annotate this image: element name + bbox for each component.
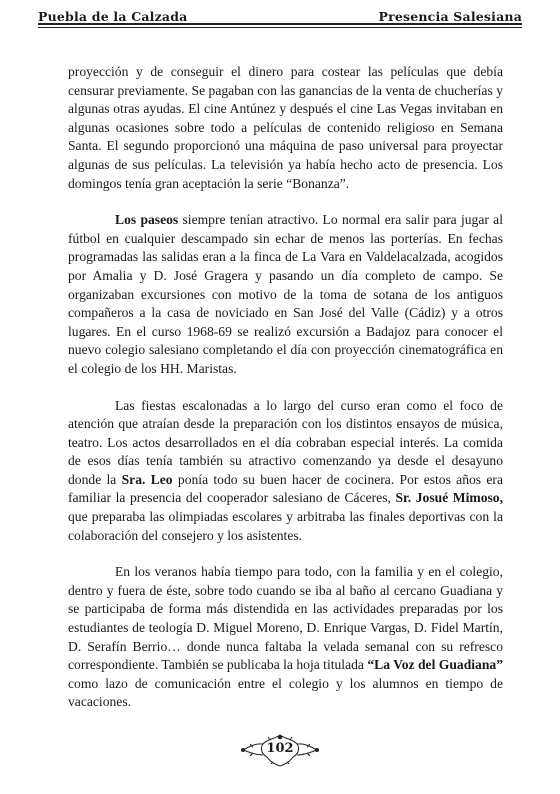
paragraph bbox=[68, 563, 503, 712]
running-header bbox=[38, 2, 522, 24]
text-segment: Las fiestas escalonadas a lo largo del curso eran como el foco de atención que atraían desde la preparación con los distintos ensayos de música, teatro. Los actos desarrollados en el día cobraban especial interés. La comida de esos días tenía también su atractivo comenzando ya desde el desayuno donde la bbox=[68, 397, 503, 487]
text-segment: ponía todo su buen hacer de cocinera. Por estos años era familiar la presencia del cooperador salesiano de Cáceres, bbox=[68, 471, 503, 506]
paragraph bbox=[68, 397, 503, 546]
bold-text-segment: Los paseos bbox=[115, 212, 179, 228]
bold-text-segment: Sra. Leo bbox=[121, 471, 173, 487]
bold-text-segment: “La Voz del Guadiana” bbox=[367, 657, 503, 673]
page-footer bbox=[0, 733, 560, 767]
body-text bbox=[68, 63, 503, 730]
floral-ornament-icon bbox=[237, 733, 323, 767]
header-rule-thin bbox=[38, 27, 522, 28]
paragraph bbox=[68, 63, 503, 193]
header-book-title: Puebla de la Calzada bbox=[38, 9, 188, 24]
bold-text-segment: Sr. Josué Mimoso, bbox=[395, 490, 504, 506]
text-segment: En los veranos había tiempo para todo, con la familia y en el colegio, dentro y fuera de éste, sobre todo cuando se iba al baño al cercano Guadiana y se participaba de forma más distendida en las actividades preparadas por los estudiantes de teología D. Miguel Moreno, D. Enrique Vargas, D. Fidel Martín, D. Serafín Berrio… donde nunca faltaba la velada semanal con su refresco correspondiente. También se publicaba la hoja titulada bbox=[68, 564, 503, 673]
paragraph bbox=[68, 211, 503, 378]
text-segment: como lazo de comunicación entre el colegio y los alumnos en tiempo de vacaciones. bbox=[68, 675, 503, 710]
text-segment: siempre tenían atractivo. Lo normal era salir para jugar al fútbol en cualquier descampado sin echar de menos las porterías. En fechas programadas las salidas eran a la finca de La Vara en Valdelacalzada, acogidos por Amalia y D. José Gragera y pasando un día completo de campo. Se organizaban excursiones con motivo de la toma de sotana de los antiguos compañeros a la casa de noviciado en San José del Valle (Cádiz) y a otros lugares. En el curso 1968-69 se realizó excursión a Badajoz para conocer el nuevo colegio salesiano completando el día con proyección cinematográfica en el colegio de los HH. Maristas. bbox=[68, 212, 503, 376]
text-segment: proyección y de conseguir el dinero para costear las películas que debía censurar previamente. Se pagaban con las ganancias de la venta de chucherías y algunas otras ayudas. El cine Antúnez y después el cine Las Vegas invitaban en algunas ocasiones sobre todo a películas de contenido religioso en Semana Santa. El segundo proporcionó una máquina de paso universal para proyectar algunas de sus películas. La televisión ya había hecho acto de presencia. Los domingos tenía gran aceptación la serie “Bonanza”. bbox=[68, 64, 503, 191]
text-segment: que preparaba las olimpiadas escolares y arbitraba las finales deportivas con la colaboración del consejero y los asistentes. bbox=[68, 509, 503, 543]
header-section-title: Presencia Salesiana bbox=[378, 9, 522, 24]
header-rule bbox=[38, 23, 522, 25]
page-number: 102 bbox=[266, 741, 294, 756]
